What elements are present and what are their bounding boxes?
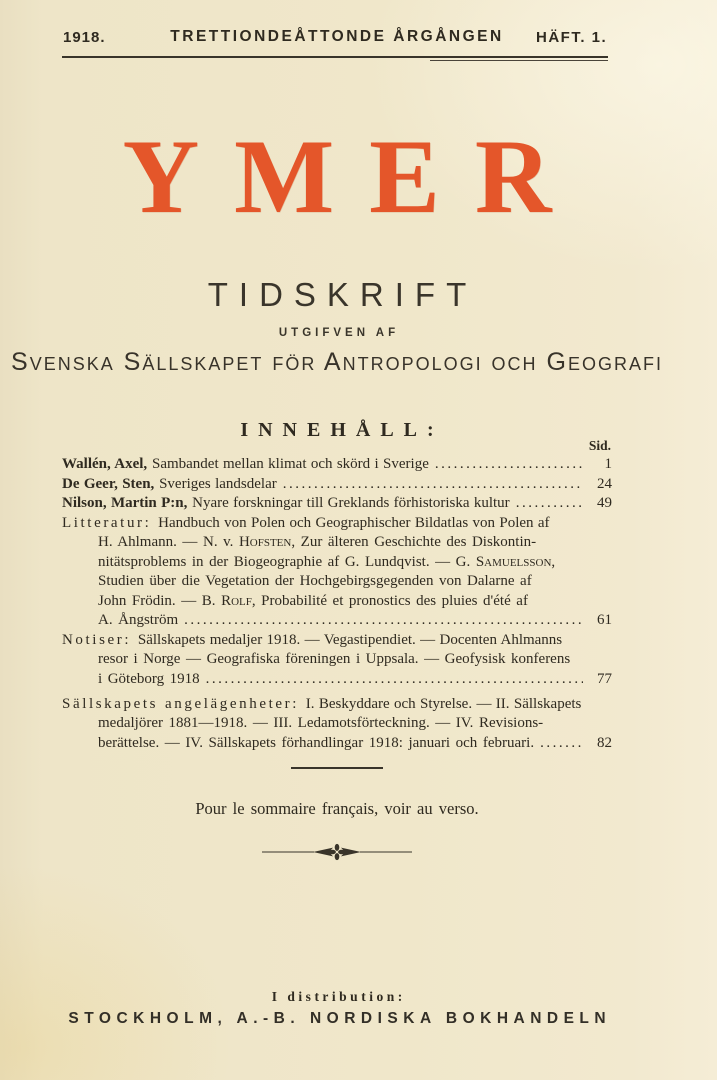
toc-entry [62,455,612,475]
toc-entry-title: Handbuch von Polen och Geographischer Bildatlas von Polen af [158,514,550,531]
journal-subtitle: TIDSKRIFT [207,276,478,313]
toc-heading: INNEHÅLL: [240,419,444,441]
toc-page-number: 82 [597,734,612,751]
publisher-name: STOCKHOLM, A.-B. NORDISKA BOKHANDELN [68,1010,612,1027]
dotted-leader [540,734,583,754]
dotted-leader [206,670,583,690]
toc-entry [62,475,612,495]
small-caps-name: Hofsten [238,534,292,551]
toc-page-number: 49 [597,495,612,512]
toc-entry-continuation [62,650,612,670]
toc-entry-continuation [62,553,612,573]
toc-entry-continuation [62,592,612,612]
toc-entry-author: Nilson, Martin P:n, [62,495,188,512]
published-by-label: UTGIFVEN AF [278,327,400,339]
divider-ornament [0,843,674,866]
toc-entry [62,695,612,715]
journal-title: YMER [122,118,587,235]
toc-entry-text: berättelse. — IV. Sällskapets förhandlingar 1918: januari och februari. [98,734,535,751]
toc-entry-author: De Geer, Sten, [62,475,155,492]
toc-page-number: 24 [597,475,612,492]
toc-section-label: Sällskapets angelägenheter: [62,695,299,712]
distribution-label: I distribution: [271,989,406,1004]
header-issue: HÄFT. 1. [536,29,608,46]
divider-ornament-icon [262,843,412,861]
toc-entry-text: i Göteborg 1918 [98,671,200,688]
header-rule [62,56,608,58]
dotted-leader [184,611,583,631]
toc-entry-text: nitätsproblems in der Biogeographie af G. Lundqvist. — G. Samuelsson, [98,553,556,570]
toc-entry-text: H. Ahlmann. — N. v. Hofsten, Zur älteren Geschichte des Diskontin- [98,534,537,551]
dotted-leader [435,455,583,475]
toc-entry [62,631,612,651]
society-name: Svenska Sällskapet för Antropologi och Geografi [11,348,663,376]
toc-entry [62,494,612,514]
dotted-leader [516,494,583,514]
toc-entry-text: resor i Norge — Geografiska föreningen i Uppsala. — Geofysisk konferens [98,651,571,668]
small-caps-name: Samuelsson [475,553,552,570]
toc-entry-continuation [62,572,612,592]
toc-entry-text: Studien über die Vegetation der Hochgebirgsgegenden von Dalarne af [98,573,532,590]
toc-page-number: 61 [597,612,612,629]
toc-page-number: 1 [604,456,612,472]
toc-section-label: Litteratur: [62,514,152,531]
toc-entry-continuation [62,670,612,690]
toc-entry-text: A. Ångström [98,612,179,629]
header-volume: TRETTIONDEÅTTONDE ÅRGÅNGEN [170,28,504,45]
toc-entry-title: Sambandet mellan klimat och skörd i Sverige [151,456,429,472]
table-of-contents [62,438,612,753]
small-caps-name: Rolf [221,592,252,609]
toc-entry-continuation [62,611,612,631]
toc-entry [62,514,612,534]
header-rule-secondary [430,60,608,61]
toc-entry-title: I. Beskyddare och Styrelse. — II. Sällskapets [305,695,582,712]
toc-entry-continuation [62,533,612,553]
french-summary-note: Pour le sommaire français, voir au verso. [195,799,479,818]
toc-entry-author: Wallén, Axel, [62,456,148,472]
toc-entry-title: Nyare forskningar till Greklands förhistoriska kultur [192,495,510,512]
toc-entry-title: Sällskapets medaljer 1918. — Vegastipendiet. — Docenten Ahlmanns [137,631,563,648]
toc-entry-continuation [62,734,612,754]
toc-entry-continuation [62,714,612,734]
separator-rule [291,767,383,769]
dotted-leader [283,475,583,495]
toc-section-label: Notiser: [62,631,132,648]
header-year: 1918. [63,29,106,46]
toc-entry-text: medaljörer 1881—1918. — III. Ledamotsförteckning. — IV. Revisions- [98,715,544,732]
page-column-label: Sid. [588,438,611,453]
toc-page-number: 77 [597,671,612,688]
toc-entry-title: Sveriges landsdelar [159,475,277,492]
toc-entry-text: John Frödin. — B. Rolf, Probabilité et pronostics des pluies d'été af [98,592,528,609]
